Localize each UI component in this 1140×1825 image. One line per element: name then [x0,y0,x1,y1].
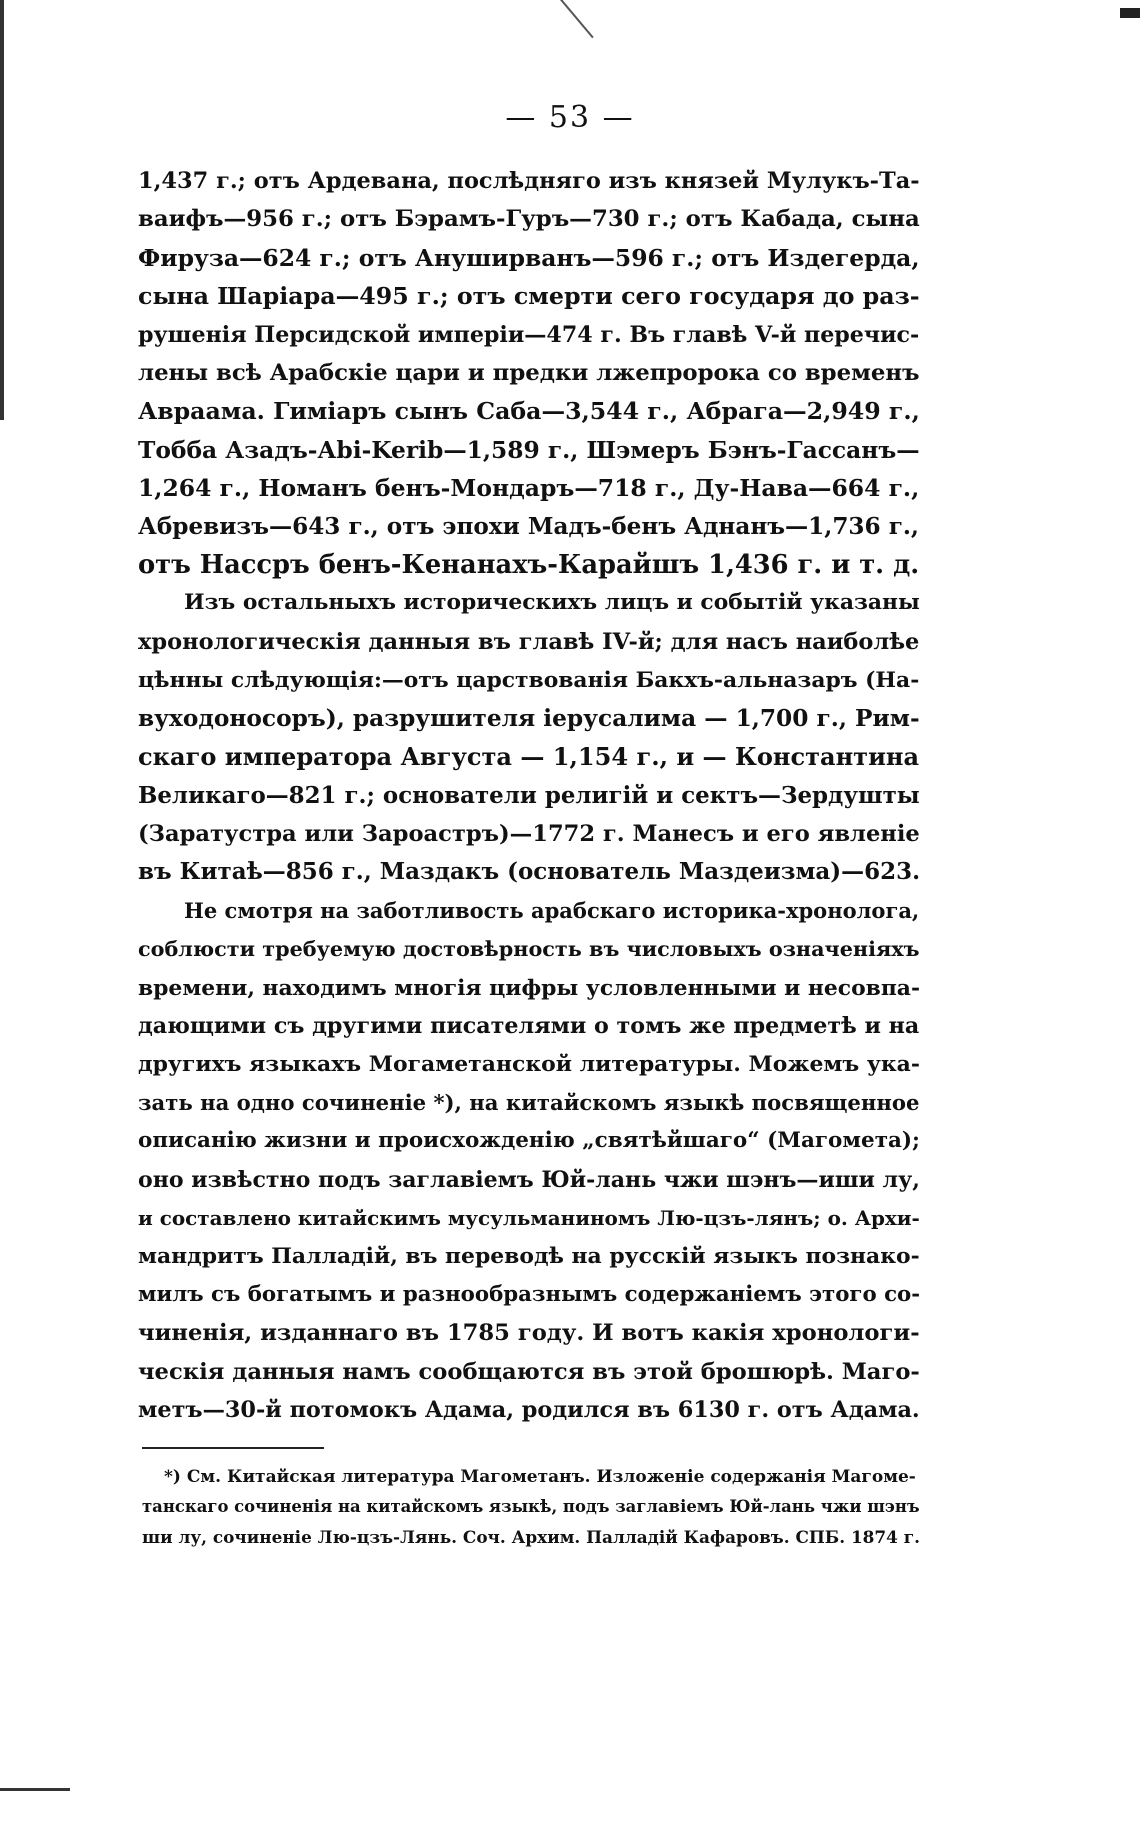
text-line: Великаго—821 г.; основатели религій и сектъ—Зердушты [138,781,920,809]
text-line: мандритъ Палладій, въ переводѣ на русскій языкъ познако- [138,1243,920,1270]
footnote [142,1462,924,1552]
text-line: скаго императора Августа — 1,154 г., и — Константина [138,742,920,772]
text-line: оно извѣстно подъ заглавіемъ Юй-лань чжи шэнъ—иши лу, [138,1166,920,1193]
text-line: вуходоносоръ), разрушителя іерусалима — 1,700 г., Рим- [138,704,920,732]
text-line: соблюсти требуемую достовѣрность въ числовыхъ означеніяхъ [138,937,920,962]
text-line: цѣнны слѣдующія:—отъ царствованія Бакхъ-альназаръ (На- [138,667,920,694]
text-line: ческія данныя намъ сообщаются въ этой брошюрѣ. Маго- [138,1358,920,1385]
text-line: Фируза—624 г.; отъ Ануширванъ—596 г.; отъ Издегерда, [138,243,920,272]
scan-stroke-mark [560,0,594,38]
text-line: Изъ остальныхъ историческихъ лицъ и событій указаны [184,590,920,616]
scan-edge-mark [0,0,4,420]
footnote-line: *) См. Китайская литература Магометанъ. Изложеніе содержанія Магоме- [164,1467,916,1487]
text-line: 1,264 г., Номанъ бенъ-Мондаръ—718 г., Ду-Нава—664 г., [138,474,920,503]
text-line: лены всѣ Арабскіе цари и предки лжепророка со временъ [138,360,920,387]
footnote-line: ши лу, сочиненіе Лю-цзъ-Лянь. Соч. Архим. Палладій Кафаровъ. СПБ. 1874 г. [142,1527,920,1547]
text-line: другихъ языкахъ Могаметанской литературы. Можемъ ука- [138,1051,920,1078]
text-line: (Заратустра или Зароастръ)—1772 г. Манесъ и его явленіе [138,820,920,847]
text-line: отъ Нассръ бенъ-Кенанахъ-Карайшъ 1,436 г. и т. д. [138,550,920,581]
footnote-divider [142,1447,324,1449]
text-line: дающими съ другими писателями о томъ же предметѣ и на [138,1012,920,1039]
text-line: описанію жизни и происхожденію „святѣйшаго“ (Магомета); [138,1128,920,1154]
text-line: хронологическія данныя въ главѣ IV-й; для насъ наиболѣе [138,628,920,655]
footnote-line: танскаго сочиненія на китайскомъ языкѣ, подъ заглавіемъ Юй-лань чжи шэнъ [142,1497,920,1516]
page-number: — 53 — [505,100,635,135]
text-line: 1,437 г.; отъ Ардевана, послѣдняго изъ князей Мулукъ-Та- [138,168,920,194]
text-line: рушенія Персидской имперіи—474 г. Въ главѣ V-й перечис- [138,321,920,348]
text-line: Тобба Азадъ-Аbi-Kerib—1,589 г., Шэмеръ Бэнъ-Гассанъ— [138,435,920,464]
text-line: Не смотря на заботливость арабскаго историка-хронолога, [184,897,920,923]
scan-edge-mark [0,1788,70,1791]
text-line: ваифъ—956 г.; отъ Бэрамъ-Гуръ—730 г.; отъ Кабада, сына [138,206,920,233]
text-line: Авраама. Гиміаръ сынъ Саба—3,544 г., Абрага—2,949 г., [138,397,920,426]
text-line: и составлено китайскимъ мусульманиномъ Лю-цзъ-лянъ; о. Архи- [138,1205,920,1230]
text-line: Абревизъ—643 г., отъ эпохи Мадъ-бенъ Аднанъ—1,736 г., [138,512,919,540]
text-line: метъ—30-й потомокъ Адама, родился въ 6130 г. отъ Адама. [138,1397,920,1423]
text-line: милъ съ богатымъ и разнообразнымъ содержаніемъ этого со- [138,1281,921,1307]
text-line: зать на одно сочиненіе *), на китайскомъ языкѣ посвященное [138,1089,920,1115]
text-line: сына Шаріара—495 г.; отъ смерти сего государя до раз- [138,282,920,311]
text-line: въ Китаѣ—856 г., Маздакъ (основатель Маздеизма)—623. [138,858,921,886]
text-line: времени, находимъ многія цифры условленными и несовпа- [138,974,920,1001]
text-line: чиненія, изданнаго въ 1785 году. И вотъ какія хронологи- [138,1320,920,1347]
scan-corner-mark [1120,8,1140,18]
body-text [138,162,924,1429]
